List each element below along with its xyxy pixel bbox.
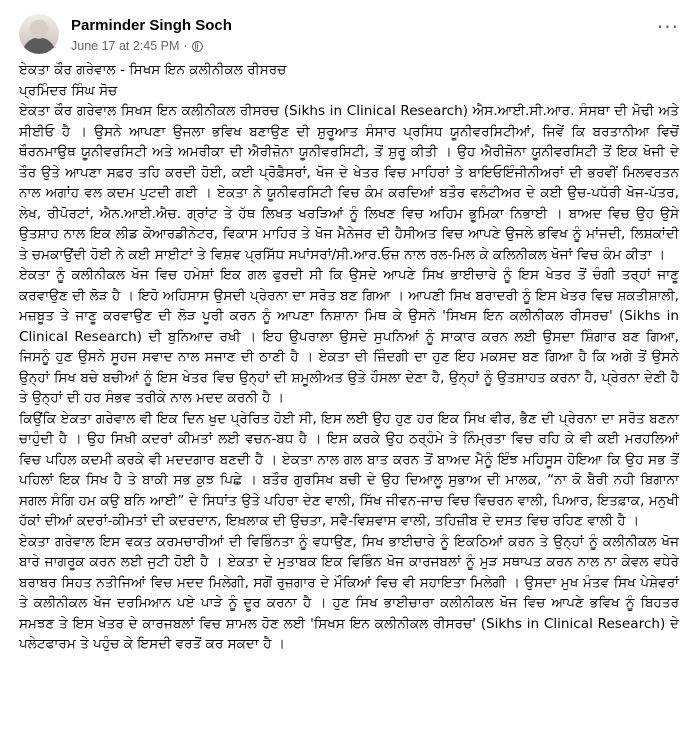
post-content bbox=[19, 60, 679, 655]
paragraph: ਕਿਉਂਕਿ ਏਕਤਾ ਗਰੇਵਾਲ ਵੀ ਇਕ ਦਿਨ ਖੁਦ ਪ੍ਰੇਰਿਤ ਹੋਈ ਸੀ, ਇਸ ਲਈ ਉਹ ਹੁਣ ਹਰ ਇਕ ਸਿਖ ਵੀਰ, ਭੈਣ ਦੀ ਪ੍ਰੇਰਨਾ ਦਾ ਸਰੋਤ ਬਣਨਾ ਚਾਹੁੰਦੀ ਹੈ । ਉਹ ਸਿਖੀ ਕਦਰਾਂ ਕੀਮਤਾਂ ਲਈ ਵਚਨ-ਬਧ ਹੈ । ਇਸ ਕਰਕੇ ਉਹ ਠਰ੍ਹੰਮੇ ਤੇ ਨਿੰਮ੍ਰਤਾ ਵਿਚ ਰਹਿ ਕੇ ਵੀ ਕਈ ਮਰਹਲਿਆਂ ਵਿਚ ਪਹਿਲ ਕਦਮੀ ਕਰਕੇ ਵੀ ਮਦਦਗਾਰ ਬਣਦੀ ਹੈ । ਏਕਤਾ ਨਾਲ ਗਲ ਬਾਤ ਕਰਨ ਤੋਂ ਬਾਅਦ ਮੈਨੂੰ ਇੰਝ ਮਹਿਸੂਸ ਹੋਇਆ ਕਿ ਉਹ ਸਭ ਤੋਂ ਪਹਿਲਾਂ ਇਕ ਸਿਖ ਹੈ ਤੇ ਬਾਕੀ ਸਭ ਕੁਝ ਪਿਛੇ । ਬਤੌਰ ਗੁਰਸਿਖ ਬਚੀ ਦੇ ਉਹ ਦਿਆਲੂ ਸੁਭਾਅ ਦੀ ਮਾਲਕ, “ਨਾ ਕੋ ਬੈਰੀ ਨਹੀ ਬਿਗਾਨਾ ਸਗਲ ਸੰਗਿ ਹਮ ਕਉ ਬਨਿ ਆਈ” ਦੇ ਸਿਧਾਂਤ ਉਤੇ ਪਹਿਰਾ ਦੇਣ ਵਾਲੀ, ਸਿੱਖ ਜੀਵਨ-ਜਾਚ ਵਿਚ ਵਿਚਰਨ ਵਾਲੀ, ਪਿਆਰ, ਇਤਫ਼ਾਕ, ਮਨੁਖੀ ਹੱਕਾਂ ਦੀਆਂ ਕਦਰਾਂ-ਕੀਮਤਾਂ ਦੀ ਕਦਰਦਾਨ, ਇਖ਼ਲਾਕ ਦੀ ਉਚਤਾ, ਸਵੈ-ਵਿਸ਼ਵਾਸ ਵਾਲੀ, ਤਹਿਜ਼ੀਬ ਦੇ ਦਸਤ ਵਿਚ ਰਹਿਣ ਵਾਲੀ ਹੈ । bbox=[19, 410, 679, 529]
separator-dot: · bbox=[183, 39, 188, 53]
post-timestamp[interactable]: June 17 at 2:45 PM bbox=[71, 39, 180, 53]
post-title: ਏਕਤਾ ਕੌਰ ਗਰੇਵਾਲ - ਸਿਖਸ ਇਨ ਕਲੀਨੀਕਲ ਰੀਸਰਚ bbox=[19, 62, 287, 78]
paragraph: ਏਕਤਾ ਨੂੰ ਕਲੀਨੀਕਲ ਖੋਜ ਵਿਚ ਹਮੇਸ਼ਾਂ ਇਕ ਗਲ ਫੁਰਦੀ ਸੀ ਕਿ ਉਸਦੇ ਆਪਣੇ ਸਿਖ ਭਾਈਚਾਰੇ ਨੂੰ ਇਸ ਖੇਤਰ ਤੋਂ ਚੰਗੀ ਤਰ੍ਹਾਂ ਜਾਣੂ ਕਰਵਾਉਣ ਦੀ ਲੋੜ ਹੈ । ਇਹੋ ਅਹਿਸਾਸ ਉਸਦੀ ਪ੍ਰੇਰਨਾ ਦਾ ਸਰੋਤ ਬਣ ਗਿਆ । ਆਪਣੀ ਸਿਖ ਬਰਾਦਰੀ ਨੂੰ ਇਸ ਖੇਤਰ ਵਿਚ ਸ਼ਕਤੀਸ਼ਾਲੀ, ਮਜ਼ਬੂਤ ਤੇ ਜਾਣੂ ਕਰਵਾਉਣ ਦੀ ਲੋੜ ਪੂਰੀ ਕਰਨ ਨੂੰ ਆਪਣਾ ਨਿਸ਼ਾਨਾ ਮਿਥ ਕੇ ਉਸਨੇ 'ਸਿਖਸ ਇਨ ਕਲੀਨੀਕਲ ਰੀਸਰਚ' (Sikhs in Clinical Research) ਦੀ ਬੁਨਿਆਦ ਰਖੀ । ਇਹ ਉਪਰਾਲਾ ਉਸਦੇ ਸੁਪਨਿਆਂ ਨੂੰ ਸਾਕਾਰ ਕਰਨ ਲਈ ਉਸਦਾ ਸ਼ਿੰਗਾਰ ਬਣ ਗਿਆ, ਜਿਸਨੂੰ ਹੁਣ ਉਸਨੇ ਸੂਹਜ ਸਵਾਦ ਨਾਲ ਸਜਾਣ ਦੀ ਠਾਣੀ ਹੈ । ਏਕਤਾ ਦੀ ਜ਼ਿੰਦਗੀ ਦਾ ਹੁਣ ਇਹ ਮਕਸਦ ਬਣ ਗਿਆ ਹੈ ਕਿ ਅਗੇ ਤੋਂ ਉਸਨੇ ਉਨ੍ਹਾਂ ਸਿਖ ਬਚੇ ਬਚੀਆਂ ਨੂੰ ਇਸ ਖੇਤਰ ਵਿਚ ਉਨ੍ਹਾਂ ਦੀ ਸ਼ਮੂਲੀਅਤ ਉਤੇ ਹੌਸਲਾ ਦੇਣਾ ਹੈ, ਉਨ੍ਹਾਂ ਨੂੰ ਉਤਸ਼ਾਹਤ ਕਰਨਾ ਹੈ, ਪ੍ਰੇਰਨਾ ਦੇਣੀ ਹੈ ਤੇ ਉਨ੍ਹਾਂ ਦੀ ਹਰ ਸੰਭਵ ਤਰੀਕੇ ਨਾਲ ਮਦਦ ਕਰਨੀ ਹੈ । bbox=[19, 267, 679, 406]
more-options-icon[interactable]: ··· bbox=[656, 15, 679, 39]
post-header bbox=[19, 14, 679, 60]
post-meta bbox=[71, 16, 232, 54]
post-subline bbox=[71, 38, 232, 54]
globe-icon bbox=[192, 41, 203, 52]
author-name[interactable]: Parminder Singh Soch bbox=[71, 17, 232, 34]
author-avatar[interactable] bbox=[19, 14, 59, 54]
paragraph: ਏਕਤਾ ਕੌਰ ਗਰੇਵਾਲ ਸਿਖਸ ਇਨ ਕਲੀਨੀਕਲ ਰੀਸਰਚ (Sikhs in Clinical Research) ਐਸ.ਆਈ.ਸੀ.ਆਰ. ਸੰਸਥਾ ਦੀ ਮੋਢੀ ਅਤੇ ਸੀਈਓ ਹੈ । ਉਸਨੇ ਆਪਣਾ ਉਜਲਾ ਭਵਿਖ ਬਣਾਉਣ ਦੀ ਸ਼ੁਰੂਆਤ ਸੰਸਾਰ ਪ੍ਰਸਿਧ ਯੂਨੀਵਰਸਿਟੀਆਂ, ਜਿਵੇਂ ਕਿ ਬਰਤਾਨੀਆ ਵਿਚੋਂ ਥੌਰਨਮਾਉਥ ਯੂਨੀਵਰਸਿਟੀ ਅਤੇ ਅਮਰੀਕਾ ਦੀ ਐਰੀਜ਼ੋਨਾ ਯੂਨੀਵਰਸਿਟੀ, ਤੋਂ ਸ਼ੁਰੂ ਕੀਤੀ । ਉਹ ਐਰੀਜ਼ੋਨਾ ਯੂਨੀਵਰਸਿਟੀ ਤੋਂ ਇਕ ਖੋਜੀ ਦੇ ਤੌਰ ਉਤੇ ਆਪਣਾ ਸਫ਼ਰ ਤਹਿ ਕਰਦੀ ਹੋਈ, ਕਈ ਪ੍ਰੋਫ਼ੈਸਰਾਂ, ਖੋਜ ਦੇ ਖੇਤਰ ਵਿਚ ਮਾਹਿਰਾਂ ਤੇ ਬਾਇਓਇੰਜੀਨੀਅਰਾਂ ਦੀ ਭਰਵੀਂ ਮਿਲਵਰਤਨ ਨਾਲ ਅਗਾਂਹ ਵਲ ਕਦਮ ਪੁਟਦੀ ਗਈ । ਏਕਤਾ ਨੇ ਯੂਨੀਵਰਸਿਟੀ ਵਿਚ ਕੰਮ ਕਰਦਿਆਂ ਬਤੌਰ ਵਲੰਟੀਅਰ ਦੇ ਕਈ ਉਚ-ਪਧੱਰੀ ਖੋਜ-ਪੱਤਰ, ਲੇਖ, ਰੀਪੋਰਟਾਂ, ਐਨ.ਆਈ.ਐਚ. ਗ੍ਰਾਂਟ ਤੇ ਹੱਥ ਲਿਖਤ ਖਰੜਿਆਂ ਨੂੰ ਲਿਖਣ ਵਿਚ ਅਹਿਮ ਭੂਮਿਕਾ ਨਿਭਾਈ । ਬਾਅਦ ਵਿਚ ਉਹ ਉਸੇ ਉਤਸ਼ਾਹ ਨਾਲ ਇਕ ਲੀਡ ਕੋਆਰਡੀਨੇਟਰ, ਵਿਕਾਸ ਮਾਹਿਰ ਤੇ ਖੋਜ ਮੈਨੇਜਰ ਦੀ ਹੈਸੀਅਤ ਵਿਚ ਆਪਣੇ ਉਜਲੇ ਭਵਿਖ ਨੂੰ ਮਾਂਜਦੀ, ਲਿਸ਼ਕਾਂਦੀ ਤੇ ਚਮਕਾਉਂਦੀ ਹੋਈ ਨੇ ਕਈ ਸਾਈਟਾਂ ਤੇ ਵਿਸ਼ਵ ਪ੍ਰਸਿੱਧ ਸਪਾਂਸਰਾਂ/ਸੀ.ਆਰ.ਓਜ਼ ਨਾਲ ਰਲ-ਮਿਲ ਕੇ ਕਲਿਨੀਕਲ ਖੋਜਾਂ ਵਿਚ ਕੰਮ ਕੀਤਾ । bbox=[19, 103, 679, 263]
post-byline: ਪ੍ਰਮਿੰਦਰ ਸਿੰਘ ਸੋਚ bbox=[19, 82, 118, 99]
paragraph: ਏਕਤਾ ਗਰੇਵਾਲ ਇਸ ਵਕਤ ਕਰਮਚਾਰੀਆਂ ਦੀ ਵਿਭਿੰਨਤਾ ਨੂੰ ਵਧਾਉਣ, ਸਿਖ ਭਾਈਚਾਰੇ ਨੂੰ ਇਕਠਿਆਂ ਕਰਨ ਤੇ ਉਨ੍ਹਾਂ ਨੂੰ ਕਲੀਨੀਕਲ ਖੋਜ ਬਾਰੇ ਜਾਗਰੂਕ ਕਰਨ ਲਈ ਜੁਟੀ ਹੋਈ ਹੈ । ਏਕਤਾ ਦੇ ਮੁਤਾਬਕ ਇਕ ਵਿਭਿੰਨ ਖੋਜ ਕਾਰਜਬਲਾਂ ਨੂੰ ਮੁੜ ਸਥਾਪਤ ਕਰਨ ਨਾਲ ਨਾ ਕੇਵਲ ਵਧੇਰੇ ਬਰਾਬਰ ਸਿਹਤ ਨਤੀਜਿਆਂ ਵਿਚ ਮਦਦ ਮਿਲੇਗੀ, ਸਗੋਂ ਰੁਜ਼ਗਾਰ ਦੇ ਮੌਕਿਆਂ ਵਿਚ ਵੀ ਸਹਾਇਤਾ ਮਿਲੇਗੀ । ਉਸਦਾ ਮੁਖ ਮੰਤਵ ਸਿਖ ਪੇਸ਼ੇਵਰਾਂ ਤੇ ਕਲੀਨੀਕਲ ਖੋਜ ਦਰਮਿਆਨ ਪਏ ਪਾੜੇ ਨੂੰ ਦੂਰ ਕਰਨਾ ਹੈ । ਹੁਣ ਸਿਖ ਭਾਈਚਾਰਾ ਕਲੀਨੀਕਲ ਖੋਜ ਵਿਚ ਆਪਣੇ ਭਵਿਖ ਨੂੰ ਬਿਹਤਰ ਸਮਝਣ ਤੇ ਇਸ ਖੇਤਰ ਦੇ ਕਾਰਜਬਲਾਂ ਵਿਚ ਸ਼ਾਮਲ ਹੋਣ ਲਈ 'ਸਿਖਸ ਇਨ ਕਲੀਨੀਕਲ ਰੀਸਰਚ' (Sikhs in Clinical Research) ਦੇ ਪਲੇਟਫਾਰਮ ਤੇ ਪਹੁੰਚ ਕੇ ਇਸਦੀ ਵਰਤੋਂ ਕਰ ਸਕਦਾ ਹੈ । bbox=[19, 533, 679, 652]
